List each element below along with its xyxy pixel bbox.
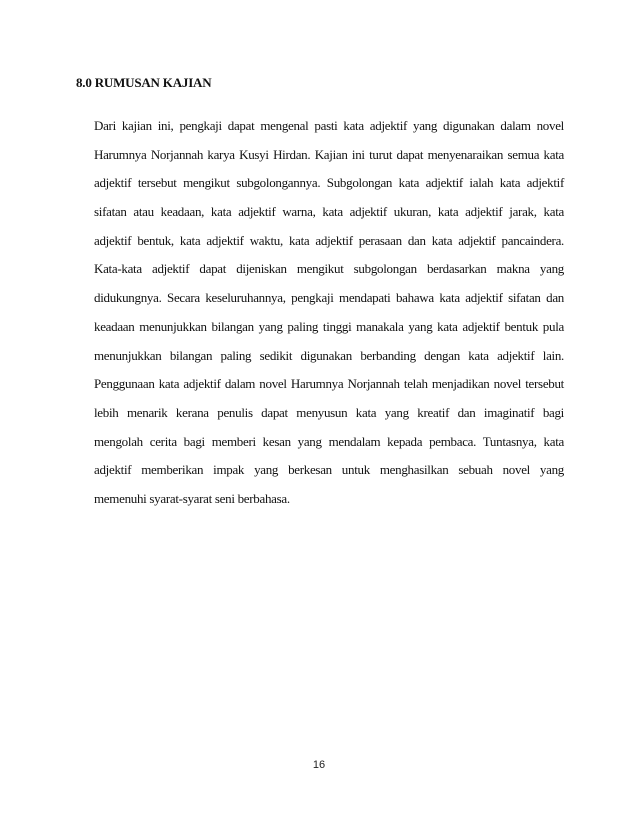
paragraph-line: Harumnya Norjannah karya Kusyi Hirdan. Kajian ini turut dapat menyenaraikan semua kata — [94, 146, 564, 162]
paragraph-line: adjektif bentuk, kata adjektif waktu, kata adjektif perasaan dan kata adjektif pancaindera. — [94, 232, 564, 248]
paragraph-line: menunjukkan bilangan paling sedikit digunakan berbanding dengan kata adjektif lain. — [94, 347, 564, 363]
body-paragraph — [94, 117, 564, 519]
paragraph-line: adjektif tersebut mengikut subgolongannya. Subgolongan kata adjektif ialah kata adjektif — [94, 175, 564, 191]
paragraph-line: adjektif memberikan impak yang berkesan untuk menghasilkan sebuah novel yang — [94, 462, 564, 478]
paragraph-line: mengolah cerita bagi memberi kesan yang mendalam kepada pembaca. Tuntasnya, kata — [94, 433, 564, 449]
paragraph-line: Dari kajian ini, pengkaji dapat mengenal pasti kata adjektif yang digunakan dalam novel — [94, 118, 564, 133]
paragraph-line: keadaan menunjukkan bilangan yang paling tinggi manakala yang kata adjektif bentuk pula — [94, 318, 564, 334]
section-heading: 8.0 RUMUSAN KAJIAN — [76, 75, 212, 90]
paragraph-line: didukungnya. Secara keseluruhannya, pengkaji mendapati bahawa kata adjektif sifatan dan — [94, 290, 564, 306]
paragraph-line: sifatan atau keadaan, kata adjektif warna, kata adjektif ukuran, kata adjektif jarak, kata — [94, 204, 564, 220]
paragraph-line: Kata-kata adjektif dapat dijeniskan mengikut subgolongan berdasarkan makna yang — [94, 261, 564, 277]
page-number: 16 — [312, 759, 326, 771]
paragraph-line: Penggunaan kata adjektif dalam novel Harumnya Norjannah telah menjadikan novel tersebut — [94, 376, 564, 392]
paragraph-line: memenuhi syarat-syarat seni berbahasa. — [94, 490, 290, 506]
paragraph-line: lebih menarik kerana penulis dapat menyusun kata yang kreatif dan imaginatif bagi — [94, 404, 564, 420]
